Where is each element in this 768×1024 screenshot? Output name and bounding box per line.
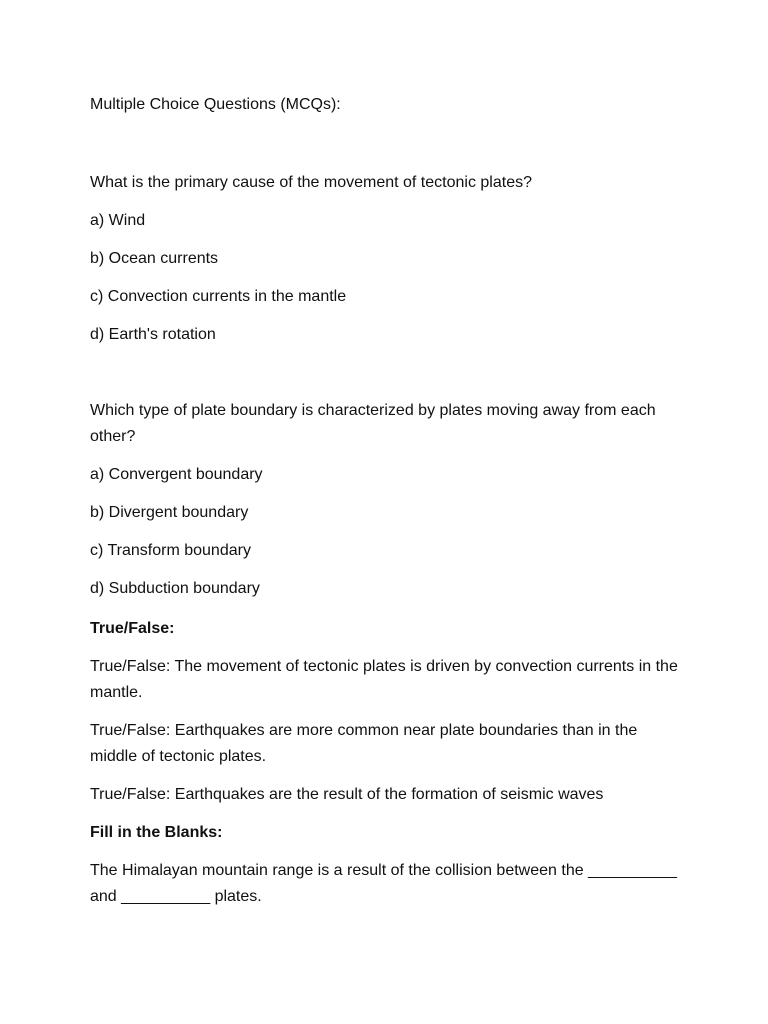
question-1-option-b: b) Ocean currents bbox=[90, 250, 219, 267]
question-1: What is the primary cause of the movement of tectonic plates? bbox=[90, 174, 532, 191]
question-2-option-a: a) Convergent boundary bbox=[90, 466, 263, 483]
question-1-option-a: a) Wind bbox=[90, 212, 146, 229]
section-heading-mcq: Multiple Choice Questions (MCQs): bbox=[90, 96, 341, 113]
true-false-item-2: True/False: Earthquakes are more common near plate boundaries than in the middle of tectonic plates. bbox=[90, 722, 638, 765]
true-false-item-1: True/False: The movement of tectonic plates is driven by convection currents in the mantle. bbox=[90, 658, 678, 701]
fill-blank-item-1: The Himalayan mountain range is a result of the collision between the __________ and __________ plates. bbox=[90, 862, 678, 905]
question-2-option-d: d) Subduction boundary bbox=[90, 580, 260, 597]
section-heading-fill-blanks: Fill in the Blanks: bbox=[90, 824, 223, 841]
question-2: Which type of plate boundary is characterized by plates moving away from each other? bbox=[90, 402, 656, 445]
question-1-option-d: d) Earth's rotation bbox=[90, 326, 216, 343]
section-heading-true-false: True/False: bbox=[90, 620, 175, 637]
question-1-option-c: c) Convection currents in the mantle bbox=[90, 288, 347, 305]
true-false-item-3: True/False: Earthquakes are the result of the formation of seismic waves bbox=[90, 786, 604, 803]
question-2-option-b: b) Divergent boundary bbox=[90, 504, 249, 521]
question-2-option-c: c) Transform boundary bbox=[90, 542, 251, 559]
